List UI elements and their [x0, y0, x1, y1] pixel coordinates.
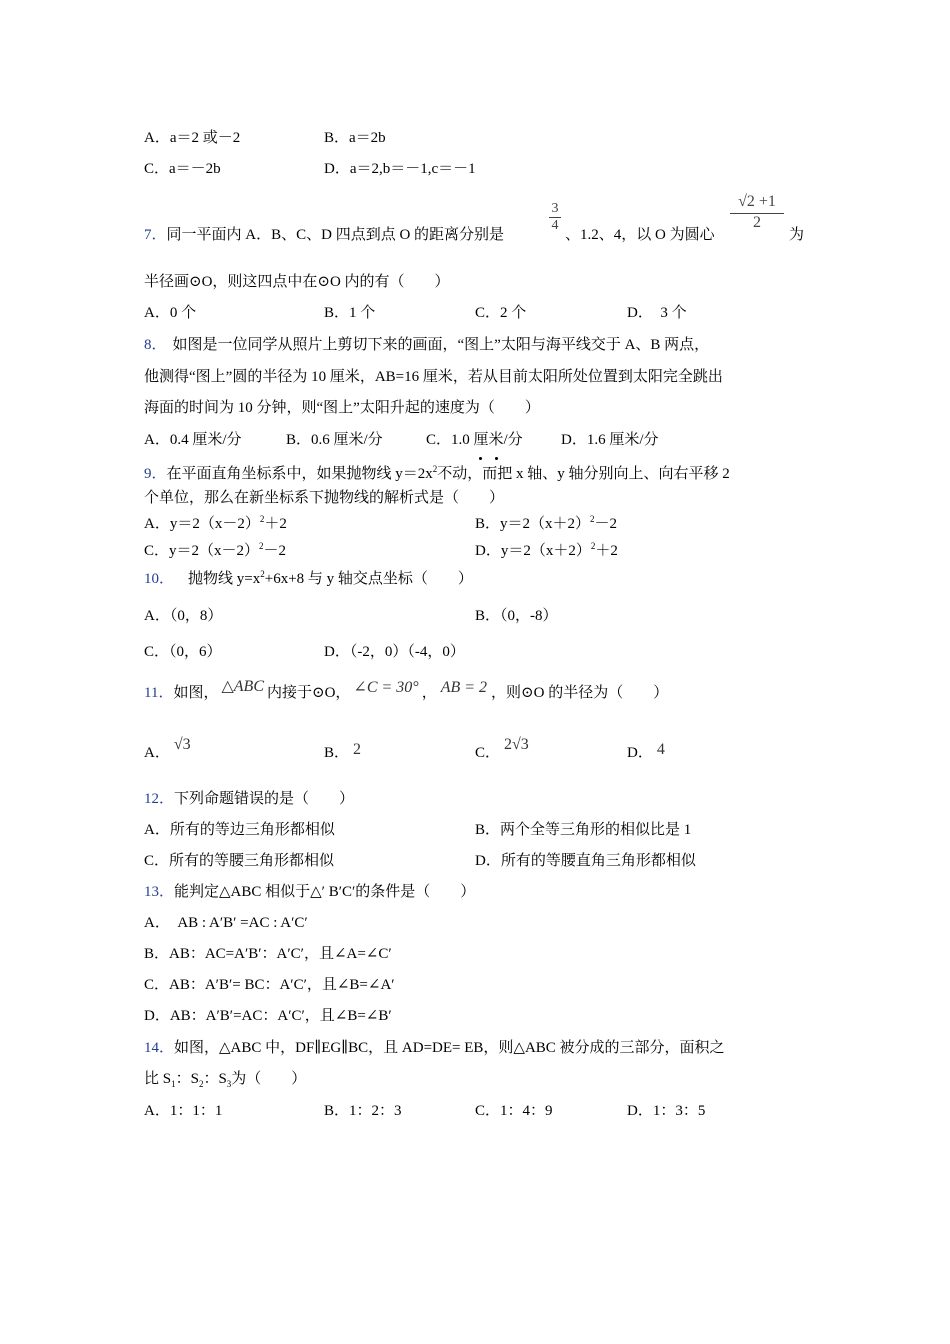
q14-text-1: 如图，△ABC 中，DF∥EG∥BC，且 AD=DE= EB，则△ABC 被分成的三部分，面积之 — [174, 1040, 725, 1056]
q7-stem-line2: 半径画⊙O，则这四点中在⊙O 内的有（ ） — [144, 274, 450, 290]
q11-text-2: 内接于⊙O， — [267, 685, 351, 701]
q14-option-c: C．1：4：9 — [475, 1103, 553, 1119]
q7-frac1-numerator: 3 — [551, 201, 559, 216]
q7-option-c: C．2 个 — [475, 305, 527, 321]
q8-stem-line2: 他测得“图上”圆的半径为 10 厘米，AB=16 厘米，若从目前太阳所处位置到太阳完全跳出 — [144, 369, 723, 385]
q11-option-b — [324, 741, 362, 762]
q10-text-b: +6x+8 与 y 轴交点坐标（ ） — [264, 571, 473, 587]
q14-number: 14． — [144, 1040, 175, 1056]
q9-a-text: A．y＝2（x－2） — [144, 516, 260, 532]
q12-text: 下列命题错误的是（ ） — [174, 791, 355, 807]
q9-c-exponent: 2 — [259, 541, 264, 551]
q8-number: 8． — [144, 337, 167, 353]
q14-text-s2: ：S — [175, 1071, 199, 1087]
q9-d-text: D．y＝2（x＋2） — [475, 543, 591, 559]
q14-text-s3: ：S — [203, 1071, 227, 1087]
q7-text-3: 为 — [789, 227, 805, 243]
q9-c-text: C．y＝2（x－2） — [144, 543, 260, 559]
q8-stem-line1 — [144, 336, 709, 354]
q11-triangle-abc: △ABC — [221, 678, 264, 695]
q9-d-tail: ＋2 — [595, 543, 618, 559]
q7-stem — [144, 226, 504, 244]
q12-option-c: C．所有的等腰三角形都相似 — [144, 853, 335, 869]
q13-option-d: D．AB：A′B′=AC：A′C′，且∠B=∠B′ — [144, 1008, 392, 1024]
q9-stem-line2: 个单位，那么在新坐标系下抛物线的解析式是（ ） — [144, 490, 505, 506]
q8-option-c: C．1.0 厘米/分 — [426, 432, 523, 448]
q9-text-b: 不动，而把 x 轴、y 轴分别向上、向右平移 2 — [437, 466, 730, 482]
q14-sub-3: 3 — [226, 1079, 232, 1089]
q9-option-a — [144, 515, 287, 533]
q11-c-value: 2√3 — [504, 736, 529, 753]
q14-stem-line1 — [144, 1039, 725, 1057]
q14-option-b: B．1：2：3 — [324, 1103, 402, 1119]
q11-b-label: B． — [324, 745, 350, 761]
q6-option-d: D．a＝2,b＝－1,c＝－1 — [324, 161, 476, 177]
q9-c-tail: －2 — [263, 543, 287, 559]
q9-number: 9． — [144, 466, 167, 482]
q7-text-1: 同一平面内 A．B、C、D 四点到点 O 的距离分别是 — [166, 227, 505, 243]
q10-text-a: 抛物线 y=x — [188, 571, 261, 587]
q8-option-a: A．0.4 厘米/分 — [144, 432, 242, 448]
q11-d-value: 4 — [656, 741, 665, 758]
q11-angle-c: ∠C = 30° — [353, 679, 419, 696]
q12-option-a: A．所有的等边三角形都相似 — [144, 822, 335, 838]
q6-option-c: C．a＝－2b — [144, 161, 221, 177]
q7-frac2-numerator: √2 +1 — [738, 193, 776, 210]
q8-text-1: 如图是一位同学从照片上剪切下来的画面，“图上”太阳与海平线交于 A、B 两点， — [172, 337, 710, 353]
q10-exponent: 2 — [260, 569, 265, 579]
q13-option-a: A． AB : A′B′ =AC : A′C′ — [144, 915, 308, 931]
q13-option-c: C．AB：A′B′= BC：A′C′，且∠B=∠A′ — [144, 977, 395, 993]
q7-frac2-denominator: 2 — [730, 213, 784, 232]
q7-fraction-3-4 — [549, 201, 561, 234]
q11-ab-length: AB = 2 — [440, 679, 488, 696]
q14-sub-1: 1 — [171, 1079, 176, 1089]
q12-option-b: B．两个全等三角形的相似比是 1 — [475, 822, 692, 838]
q13-number: 13． — [144, 884, 175, 900]
q12-option-d: D．所有的等腰直角三角形都相似 — [475, 853, 696, 869]
q9-a-exponent: 2 — [259, 514, 265, 524]
q12-number: 12． — [144, 791, 175, 807]
q14-option-a: A．1：1：1 — [144, 1103, 223, 1119]
q8-option-b: B．0.6 厘米/分 — [286, 432, 383, 448]
q10-option-b: B．（0，-8） — [475, 608, 558, 624]
q11-d-label: D． — [627, 745, 653, 761]
q8-option-d: D．1.6 厘米/分 — [561, 432, 659, 448]
q6-option-a: A．a＝2 或－2 — [144, 130, 241, 146]
q12-stem — [144, 790, 354, 808]
q9-b-text: B．y＝2（x＋2） — [475, 516, 591, 532]
q13-option-b: B．AB：AC=A′B′：A′C′，且∠A=∠C′ — [144, 946, 392, 962]
q7-frac1-denominator: 4 — [549, 217, 561, 234]
q9-b-tail: －2 — [594, 516, 618, 532]
q11-c-label: C． — [475, 745, 501, 761]
q6-option-b: B．a＝2b — [324, 130, 386, 146]
emphasis-dot — [495, 457, 498, 460]
emphasis-dot — [479, 457, 482, 460]
q9-stem-line1 — [144, 465, 730, 483]
q14-sub-2: 2 — [198, 1079, 204, 1089]
q11-option-c — [475, 736, 529, 762]
q7-text-2: 、1.2、4，以 O 为圆心 — [565, 227, 715, 243]
q13-text: 能判定△ABC 相似于△′ B′C′的条件是（ ） — [174, 884, 476, 900]
q8-stem-line3: 海面的时间为 10 分钟，则“图上”太阳升起的速度为（ ） — [144, 400, 540, 416]
q11-a-label: A． — [144, 745, 170, 761]
q7-option-b: B．1 个 — [324, 305, 376, 321]
q9-exponent: 2 — [432, 464, 438, 474]
q11-option-a — [144, 736, 191, 762]
q7-fraction-radius — [730, 193, 784, 232]
q10-number: 10． — [144, 571, 175, 587]
q14-stem-line2 — [144, 1070, 306, 1093]
q10-option-c: C．（0，6） — [144, 644, 222, 660]
q11-number: 11． — [144, 685, 174, 701]
q11-option-d — [627, 741, 665, 762]
q14-text-tail: 为（ ） — [231, 1071, 307, 1087]
q11-text-1: 如图， — [173, 685, 219, 701]
q9-option-d — [475, 542, 618, 560]
q9-text-a: 在平面直角坐标系中，如果抛物线 y＝2x — [166, 466, 433, 482]
q9-d-exponent: 2 — [590, 541, 596, 551]
q11-stem — [144, 678, 669, 702]
q10-option-d: D．（-2，0）（-4，0） — [324, 644, 465, 660]
q10-option-a: A．（0，8） — [144, 608, 223, 624]
q9-option-c — [144, 542, 286, 560]
q9-b-exponent: 2 — [590, 514, 595, 524]
q9-option-b — [475, 515, 617, 533]
q7-option-a: A．0 个 — [144, 305, 197, 321]
q13-stem — [144, 883, 475, 901]
q11-text-4: ，则⊙O 的半径为（ ） — [491, 685, 669, 701]
q10-stem — [144, 570, 473, 588]
q14-option-d: D．1：3：5 — [627, 1103, 706, 1119]
q7-option-d: D． 3 个 — [627, 305, 687, 321]
q11-a-value: √3 — [173, 736, 191, 753]
q11-b-value: 2 — [353, 741, 362, 758]
q7-number: 7． — [144, 227, 167, 243]
q9-a-tail: ＋2 — [264, 516, 287, 532]
q14-text-s: 比 S — [144, 1071, 172, 1087]
q11-text-3: ， — [421, 685, 437, 701]
